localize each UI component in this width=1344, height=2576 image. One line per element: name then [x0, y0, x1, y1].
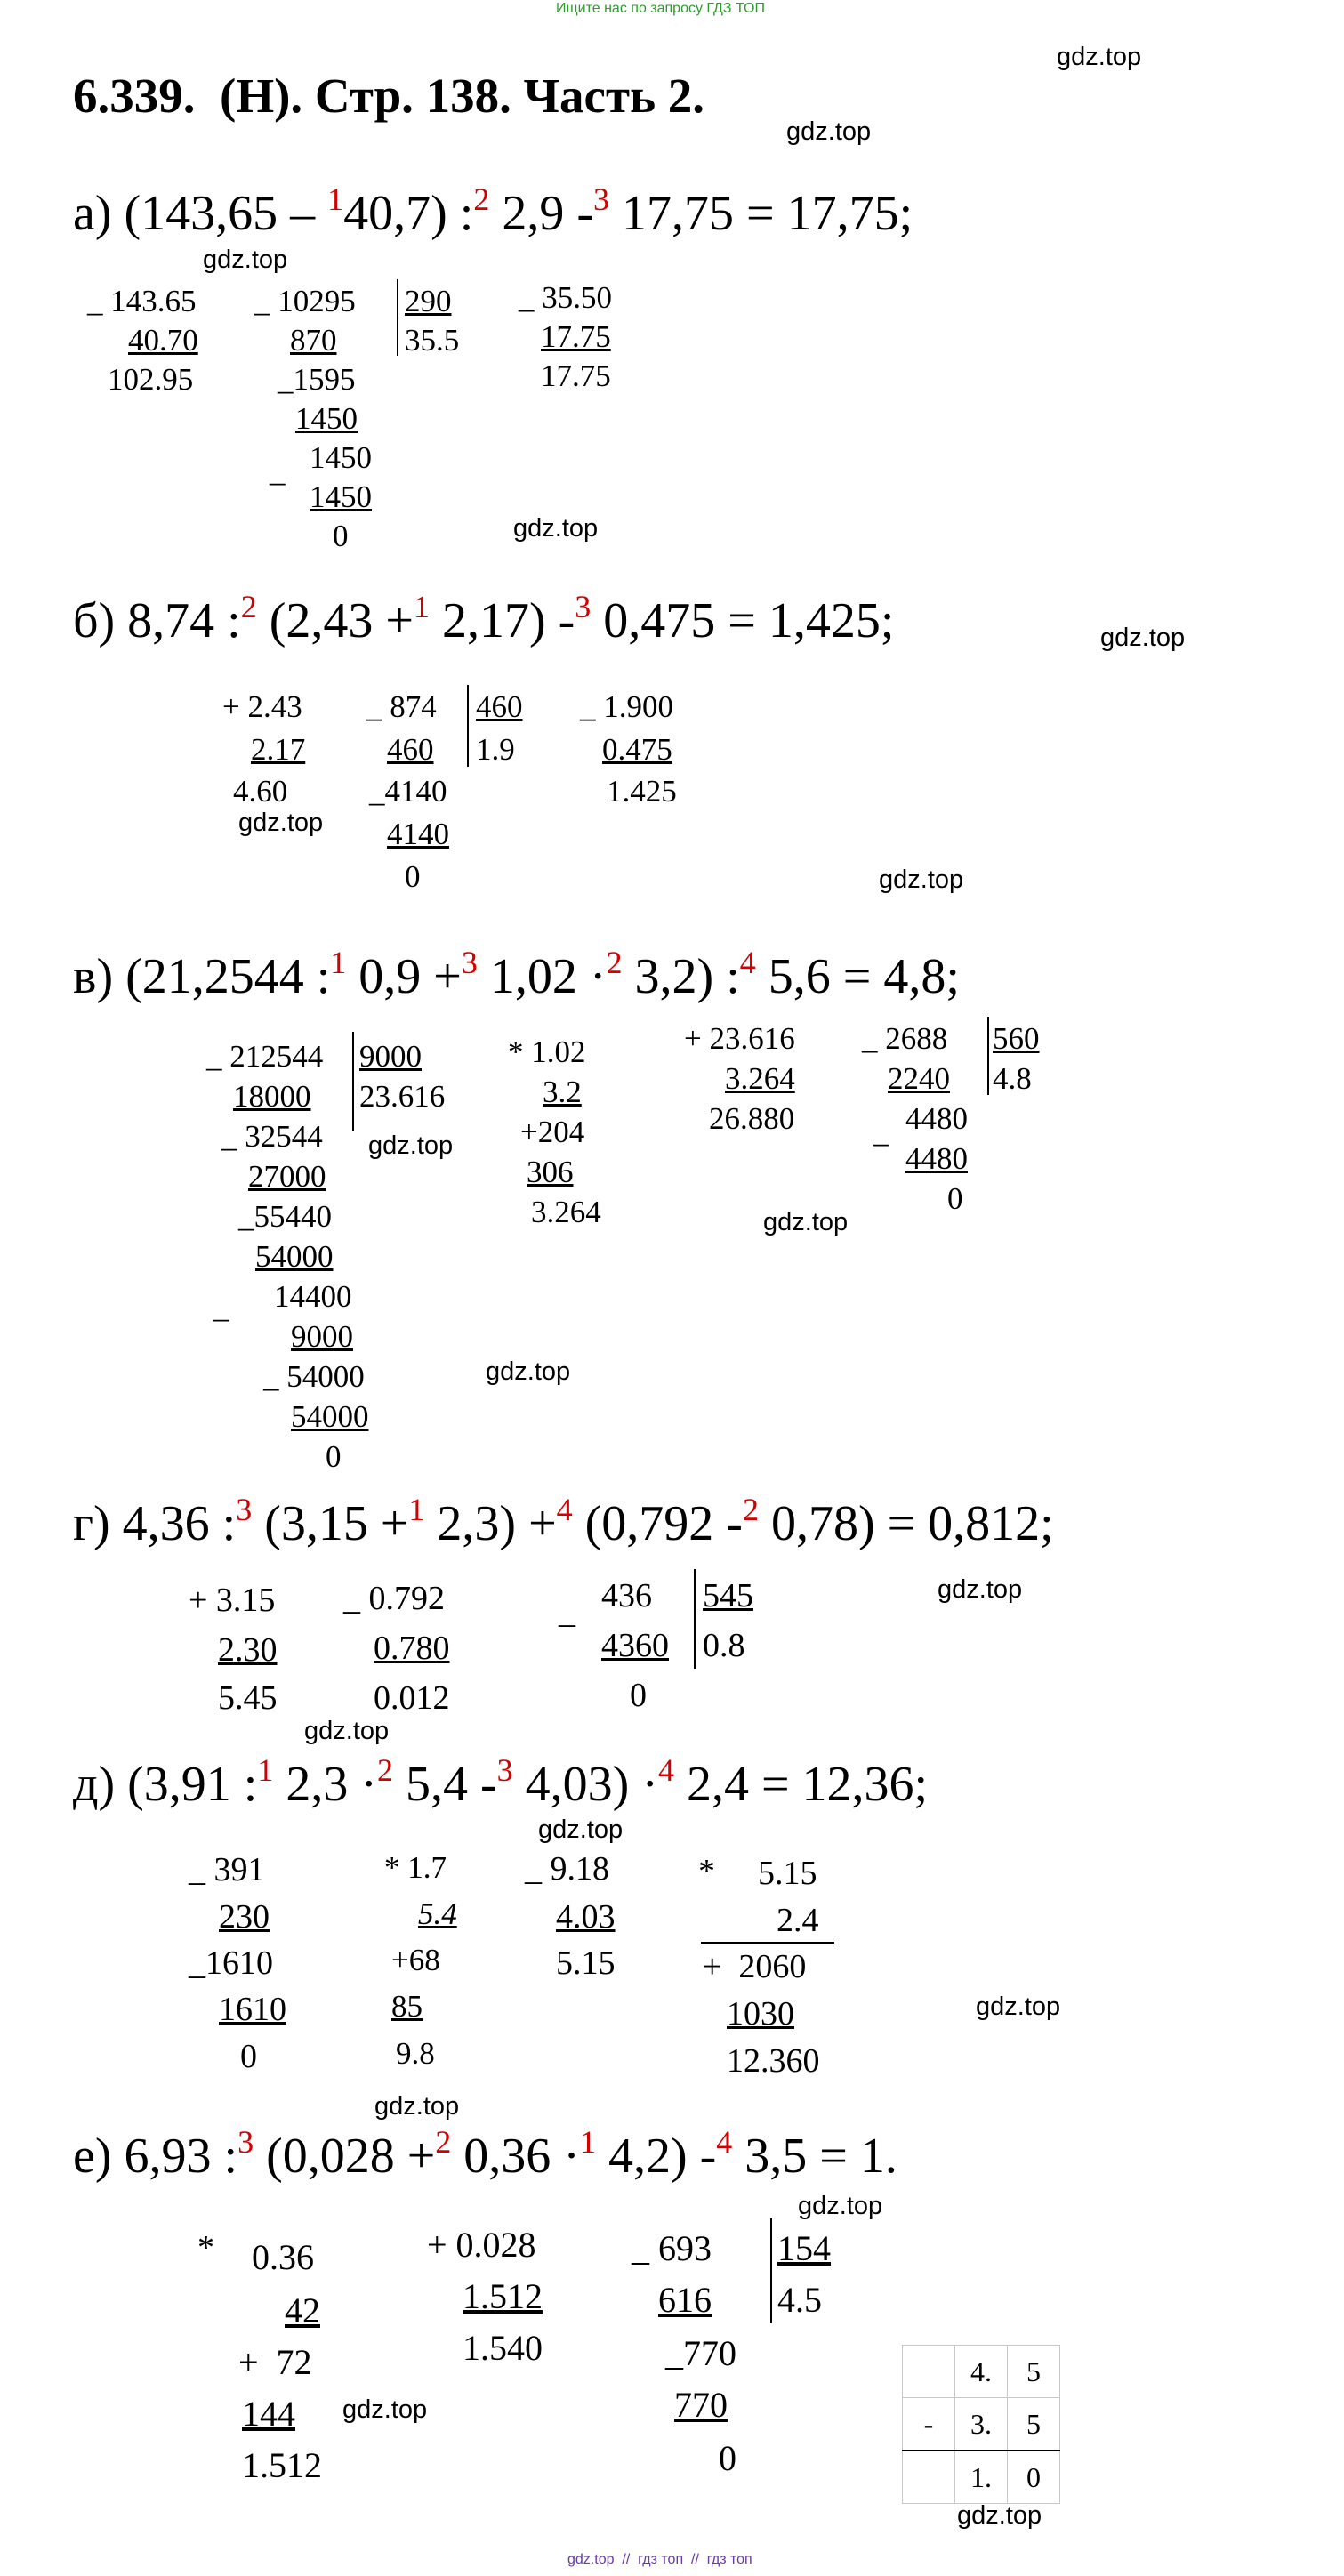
watermark: gdz.top [879, 865, 964, 894]
subtraction-grid: 4. 5 - 3. 5 1. 0 [902, 2345, 1060, 2504]
equation-e: е) 6,93 :$^3$ (0,028 +$^2$ 0,36 ·$^1$ 4,2) -$^4$ 3,5 = 1. [73, 2124, 897, 2184]
page-title: 6.339. (Н). Стр. 138. Часть 2. [73, 68, 705, 123]
footer-links[interactable]: gdz.top // гдз топ // гдз топ [567, 2552, 752, 2567]
watermark: gdz.top [786, 117, 872, 146]
watermark: gdz.top [342, 2395, 428, 2424]
watermark: gdz.top [238, 809, 324, 837]
watermark: gdz.top [304, 1717, 390, 1745]
watermark: gdz.top [203, 246, 288, 274]
top-search-link[interactable]: Ищите нас по запросу ГДЗ ТОП [556, 1, 765, 16]
equation-v: в) (21,2544 :$^1$ 0,9 +$^3$ 1,02 ·$^2$ 3,2) :$^4$ 5,6 = 4,8; [73, 945, 960, 1004]
watermark: gdz.top [938, 1575, 1023, 1604]
watermark: gdz.top [1100, 624, 1186, 652]
equation-a: а) (143,65 – $^1$40,7) :$^2$ 2,9 -$^3$ 17,75 = 17,75; [73, 181, 913, 241]
watermark: gdz.top [368, 1131, 454, 1160]
watermark: gdz.top [763, 1208, 849, 1236]
equation-g: г) 4,36 :$^3$ (3,15 +$^1$ 2,3) +$^4$ (0,792 -$^2$ 0,78) = 0,812; [73, 1492, 1054, 1551]
watermark: gdz.top [957, 2501, 1042, 2530]
watermark: gdz.top [976, 1992, 1061, 2021]
watermark: gdz.top [513, 514, 599, 543]
equation-b: б) 8,74 :$^2$ (2,43 +$^1$ 2,17) -$^3$ 0,475 = 1,425; [73, 589, 895, 648]
watermark: gdz.top [374, 2092, 460, 2121]
watermark: gdz.top [538, 1815, 624, 1844]
watermark: gdz.top [798, 2192, 883, 2220]
watermark: gdz.top [1057, 43, 1142, 71]
equation-d: д) (3,91 :$^1$ 2,3 ·$^2$ 5,4 -$^3$ 4,03) ·$^4$ 2,4 = 12,36; [73, 1752, 929, 1812]
watermark: gdz.top [486, 1357, 571, 1386]
